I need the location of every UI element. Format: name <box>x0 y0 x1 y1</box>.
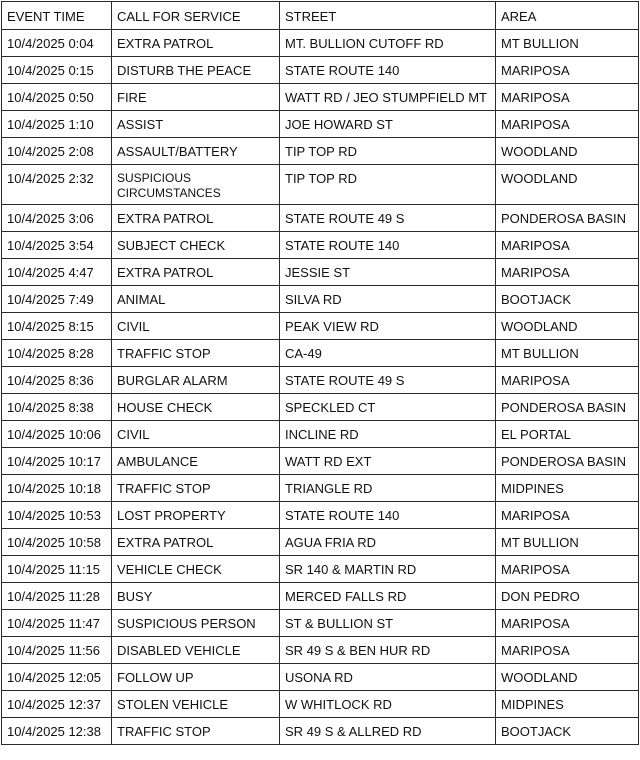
event-time-cell: 10/4/2025 11:28 <box>2 583 112 610</box>
event-time-cell: 10/4/2025 3:06 <box>2 205 112 232</box>
table-row <box>2 556 639 583</box>
call-for-service-cell: BUSY <box>112 583 280 610</box>
street-cell: ST & BULLION ST <box>280 610 496 637</box>
table-row <box>2 286 639 313</box>
area-cell: MARIPOSA <box>496 637 639 664</box>
area-cell: MARIPOSA <box>496 232 639 259</box>
event-time-cell: 10/4/2025 7:49 <box>2 286 112 313</box>
event-time-cell: 10/4/2025 12:38 <box>2 718 112 745</box>
area-cell: WOODLAND <box>496 165 639 205</box>
event-time-cell: 10/4/2025 0:15 <box>2 57 112 84</box>
column-header-event-time: EVENT TIME <box>2 2 112 30</box>
street-cell: INCLINE RD <box>280 421 496 448</box>
area-cell: WOODLAND <box>496 664 639 691</box>
call-for-service-cell: SUSPICIOUS PERSON <box>112 610 280 637</box>
table-row <box>2 367 639 394</box>
table-row <box>2 691 639 718</box>
street-cell: SR 49 S & BEN HUR RD <box>280 637 496 664</box>
street-cell: AGUA FRIA RD <box>280 529 496 556</box>
area-cell: MARIPOSA <box>496 57 639 84</box>
call-for-service-cell: AMBULANCE <box>112 448 280 475</box>
call-for-service-cell: FIRE <box>112 84 280 111</box>
street-cell: TIP TOP RD <box>280 138 496 165</box>
table-row <box>2 84 639 111</box>
street-cell: STATE ROUTE 140 <box>280 57 496 84</box>
street-cell: USONA RD <box>280 664 496 691</box>
street-cell: JOE HOWARD ST <box>280 111 496 138</box>
area-cell: PONDEROSA BASIN <box>496 448 639 475</box>
event-time-cell: 10/4/2025 3:54 <box>2 232 112 259</box>
column-header-area: AREA <box>496 2 639 30</box>
event-time-cell: 10/4/2025 8:15 <box>2 313 112 340</box>
street-cell: SR 49 S & ALLRED RD <box>280 718 496 745</box>
call-for-service-cell: EXTRA PATROL <box>112 529 280 556</box>
call-log-table <box>1 1 639 745</box>
area-cell: DON PEDRO <box>496 583 639 610</box>
street-cell: SR 140 & MARTIN RD <box>280 556 496 583</box>
area-cell: WOODLAND <box>496 138 639 165</box>
table-row <box>2 718 639 745</box>
area-cell: MT BULLION <box>496 529 639 556</box>
call-for-service-cell: SUBJECT CHECK <box>112 232 280 259</box>
call-for-service-cell: DISABLED VEHICLE <box>112 637 280 664</box>
call-for-service-cell: TRAFFIC STOP <box>112 718 280 745</box>
call-for-service-cell: EXTRA PATROL <box>112 259 280 286</box>
area-cell: PONDEROSA BASIN <box>496 394 639 421</box>
call-for-service-cell: VEHICLE CHECK <box>112 556 280 583</box>
table-body <box>2 30 639 745</box>
call-for-service-cell: EXTRA PATROL <box>112 205 280 232</box>
call-for-service-cell: SUSPICIOUS CIRCUMSTANCES <box>112 165 280 205</box>
event-time-cell: 10/4/2025 12:05 <box>2 664 112 691</box>
event-time-cell: 10/4/2025 0:04 <box>2 30 112 57</box>
table-row <box>2 259 639 286</box>
event-time-cell: 10/4/2025 10:18 <box>2 475 112 502</box>
call-for-service-cell: CIVIL <box>112 313 280 340</box>
table-row <box>2 111 639 138</box>
area-cell: MARIPOSA <box>496 556 639 583</box>
area-cell: WOODLAND <box>496 313 639 340</box>
table-row <box>2 340 639 367</box>
call-for-service-cell: DISTURB THE PEACE <box>112 57 280 84</box>
call-for-service-cell: CIVIL <box>112 421 280 448</box>
table-row <box>2 232 639 259</box>
street-cell: WATT RD EXT <box>280 448 496 475</box>
event-time-cell: 10/4/2025 8:38 <box>2 394 112 421</box>
call-for-service-cell: STOLEN VEHICLE <box>112 691 280 718</box>
event-time-cell: 10/4/2025 2:08 <box>2 138 112 165</box>
table-row <box>2 529 639 556</box>
street-cell: MERCED FALLS RD <box>280 583 496 610</box>
event-time-cell: 10/4/2025 10:17 <box>2 448 112 475</box>
area-cell: BOOTJACK <box>496 718 639 745</box>
event-time-cell: 10/4/2025 11:47 <box>2 610 112 637</box>
table-row <box>2 394 639 421</box>
call-for-service-cell: ASSAULT/BATTERY <box>112 138 280 165</box>
area-cell: MARIPOSA <box>496 111 639 138</box>
table-row <box>2 165 639 205</box>
column-header-street: STREET <box>280 2 496 30</box>
street-cell: SPECKLED CT <box>280 394 496 421</box>
area-cell: BOOTJACK <box>496 286 639 313</box>
event-time-cell: 10/4/2025 2:32 <box>2 165 112 205</box>
table-row <box>2 637 639 664</box>
area-cell: MIDPINES <box>496 475 639 502</box>
column-header-call-for-service: CALL FOR SERVICE <box>112 2 280 30</box>
event-time-cell: 10/4/2025 8:28 <box>2 340 112 367</box>
table-row <box>2 421 639 448</box>
street-cell: TIP TOP RD <box>280 165 496 205</box>
event-time-cell: 10/4/2025 11:56 <box>2 637 112 664</box>
header-row <box>2 2 639 30</box>
table-row <box>2 610 639 637</box>
street-cell: PEAK VIEW RD <box>280 313 496 340</box>
table-row <box>2 138 639 165</box>
area-cell: MT BULLION <box>496 30 639 57</box>
table-row <box>2 313 639 340</box>
call-for-service-cell: EXTRA PATROL <box>112 30 280 57</box>
event-time-cell: 10/4/2025 12:37 <box>2 691 112 718</box>
street-cell: MT. BULLION CUTOFF RD <box>280 30 496 57</box>
area-cell: MARIPOSA <box>496 367 639 394</box>
event-time-cell: 10/4/2025 8:36 <box>2 367 112 394</box>
call-for-service-cell: ASSIST <box>112 111 280 138</box>
street-cell: W WHITLOCK RD <box>280 691 496 718</box>
event-time-cell: 10/4/2025 10:58 <box>2 529 112 556</box>
call-for-service-cell: FOLLOW UP <box>112 664 280 691</box>
call-for-service-cell: TRAFFIC STOP <box>112 475 280 502</box>
street-cell: WATT RD / JEO STUMPFIELD MT <box>280 84 496 111</box>
call-for-service-cell: BURGLAR ALARM <box>112 367 280 394</box>
area-cell: MARIPOSA <box>496 259 639 286</box>
street-cell: TRIANGLE RD <box>280 475 496 502</box>
table-row <box>2 448 639 475</box>
event-time-cell: 10/4/2025 1:10 <box>2 111 112 138</box>
area-cell: MARIPOSA <box>496 84 639 111</box>
event-time-cell: 10/4/2025 4:47 <box>2 259 112 286</box>
street-cell: JESSIE ST <box>280 259 496 286</box>
table-row <box>2 502 639 529</box>
event-time-cell: 10/4/2025 0:50 <box>2 84 112 111</box>
call-for-service-cell: TRAFFIC STOP <box>112 340 280 367</box>
event-time-cell: 10/4/2025 10:53 <box>2 502 112 529</box>
table-row <box>2 475 639 502</box>
table-row <box>2 205 639 232</box>
street-cell: CA-49 <box>280 340 496 367</box>
call-for-service-cell: HOUSE CHECK <box>112 394 280 421</box>
street-cell: STATE ROUTE 49 S <box>280 367 496 394</box>
table-row <box>2 57 639 84</box>
street-cell: STATE ROUTE 140 <box>280 502 496 529</box>
street-cell: STATE ROUTE 140 <box>280 232 496 259</box>
call-for-service-cell: ANIMAL <box>112 286 280 313</box>
area-cell: MARIPOSA <box>496 502 639 529</box>
area-cell: MT BULLION <box>496 340 639 367</box>
area-cell: PONDEROSA BASIN <box>496 205 639 232</box>
table-row <box>2 664 639 691</box>
street-cell: STATE ROUTE 49 S <box>280 205 496 232</box>
call-for-service-cell: LOST PROPERTY <box>112 502 280 529</box>
table-row <box>2 30 639 57</box>
area-cell: MIDPINES <box>496 691 639 718</box>
area-cell: MARIPOSA <box>496 610 639 637</box>
table-header <box>2 2 639 30</box>
table-row <box>2 583 639 610</box>
street-cell: SILVA RD <box>280 286 496 313</box>
area-cell: EL PORTAL <box>496 421 639 448</box>
event-time-cell: 10/4/2025 11:15 <box>2 556 112 583</box>
event-time-cell: 10/4/2025 10:06 <box>2 421 112 448</box>
